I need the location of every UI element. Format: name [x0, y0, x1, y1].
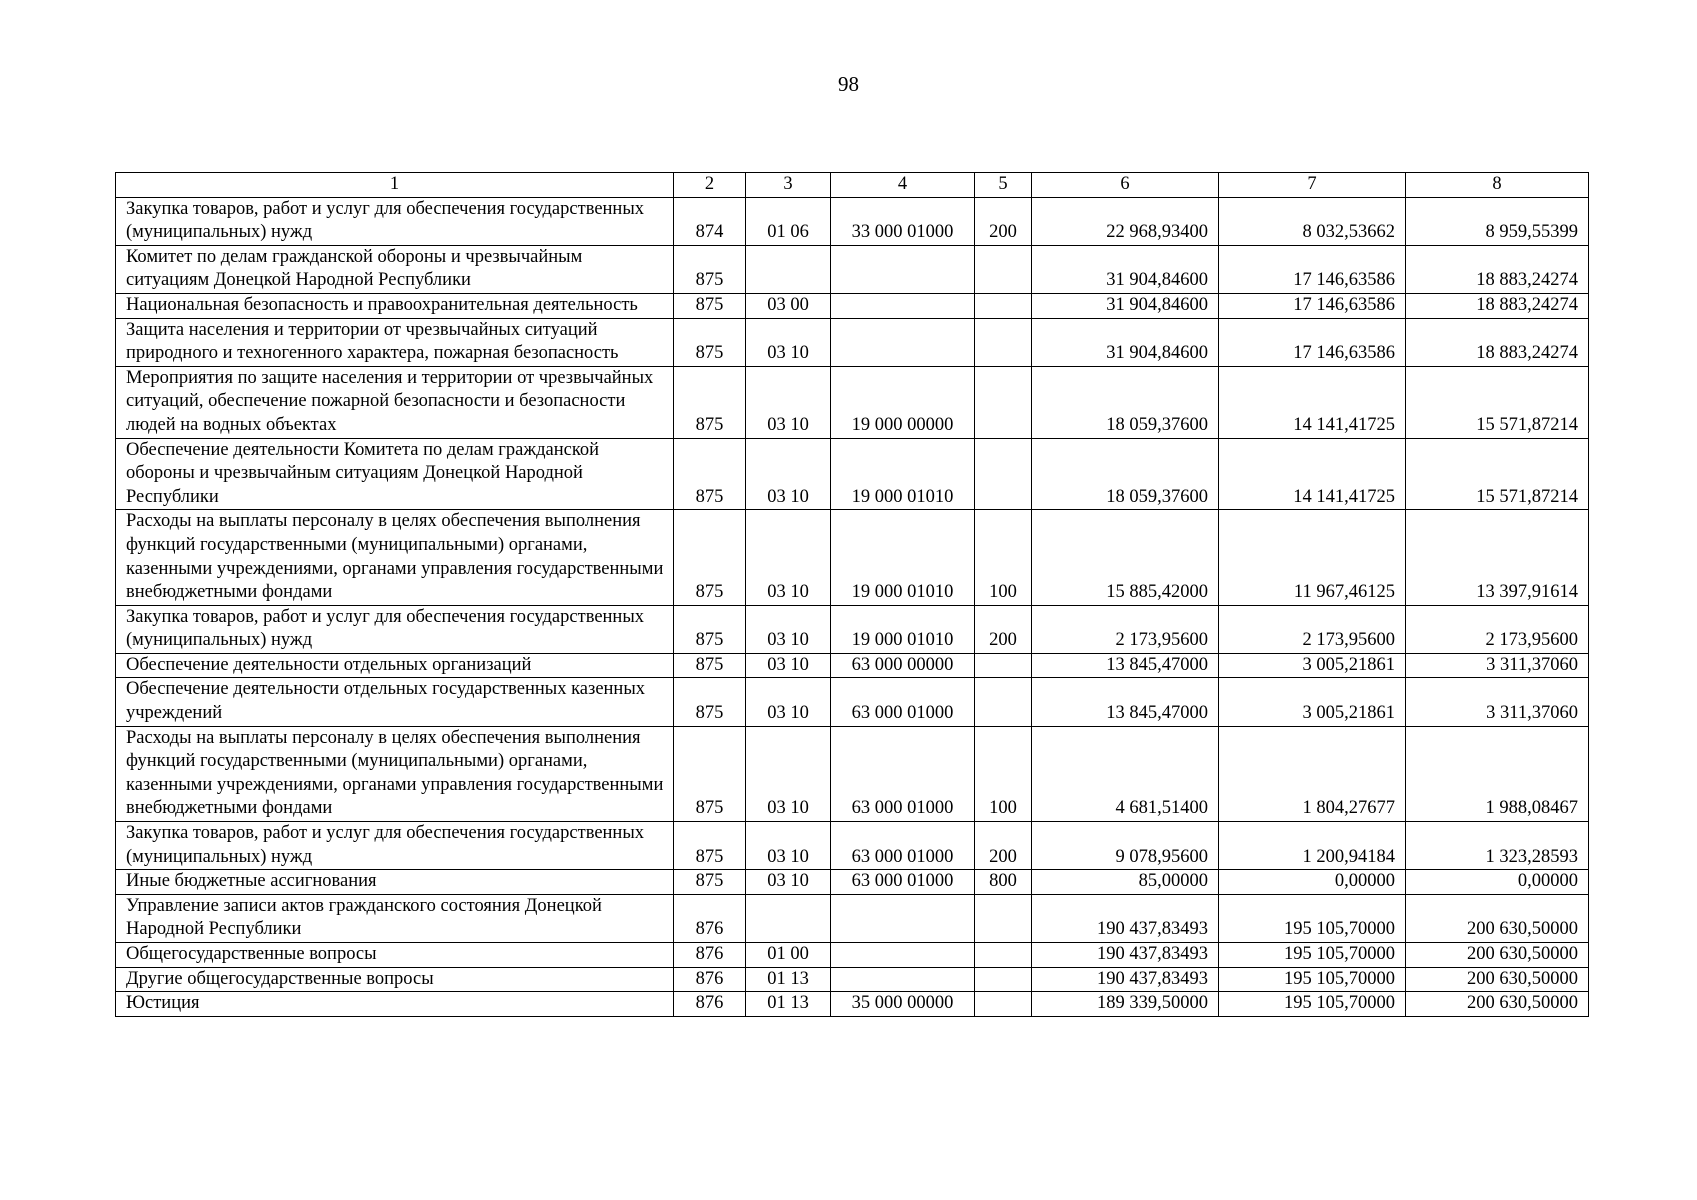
table-row [116, 605, 1589, 653]
table-row [116, 894, 1589, 942]
cell-amount-7: 14 141,41725 [1219, 366, 1406, 438]
table-row [116, 318, 1589, 366]
table-row [116, 245, 1589, 293]
cell-name: Защита населения и территории от чрезвычайных ситуаций природного и техногенного характера, пожарная безопасность [116, 318, 674, 366]
table-row [116, 943, 1589, 968]
cell-admin-code: 876 [674, 967, 746, 992]
cell-amount-7: 195 105,70000 [1219, 967, 1406, 992]
cell-target-code: 63 000 01000 [831, 726, 975, 821]
cell-section-code: 03 10 [746, 318, 831, 366]
cell-amount-8: 200 630,50000 [1406, 894, 1589, 942]
cell-admin-code: 875 [674, 438, 746, 510]
cell-name: Другие общегосударственные вопросы [116, 967, 674, 992]
cell-expense-type: 100 [975, 726, 1032, 821]
cell-section-code: 01 06 [746, 197, 831, 245]
cell-amount-7: 3 005,21861 [1219, 653, 1406, 678]
cell-expense-type: 800 [975, 870, 1032, 895]
cell-name: Обеспечение деятельности отдельных организаций [116, 653, 674, 678]
cell-amount-7: 195 105,70000 [1219, 992, 1406, 1017]
cell-amount-7: 11 967,46125 [1219, 510, 1406, 605]
cell-section-code: 01 13 [746, 967, 831, 992]
cell-amount-8: 200 630,50000 [1406, 967, 1589, 992]
cell-target-code [831, 318, 975, 366]
cell-section-code: 03 10 [746, 653, 831, 678]
header-cell-8: 8 [1406, 173, 1589, 198]
cell-target-code [831, 293, 975, 318]
cell-amount-6: 9 078,95600 [1032, 822, 1219, 870]
cell-expense-type [975, 678, 1032, 726]
cell-amount-7: 14 141,41725 [1219, 438, 1406, 510]
cell-amount-7: 17 146,63586 [1219, 293, 1406, 318]
cell-target-code: 63 000 01000 [831, 822, 975, 870]
cell-target-code [831, 894, 975, 942]
cell-admin-code: 875 [674, 366, 746, 438]
cell-target-code: 19 000 01010 [831, 510, 975, 605]
cell-admin-code: 875 [674, 318, 746, 366]
table-header-row [116, 173, 1589, 198]
cell-admin-code: 875 [674, 293, 746, 318]
cell-expense-type: 200 [975, 197, 1032, 245]
cell-amount-7: 195 105,70000 [1219, 894, 1406, 942]
cell-amount-8: 3 311,37060 [1406, 653, 1589, 678]
cell-expense-type [975, 992, 1032, 1017]
cell-amount-6: 2 173,95600 [1032, 605, 1219, 653]
cell-amount-6: 18 059,37600 [1032, 366, 1219, 438]
cell-amount-6: 31 904,84600 [1032, 318, 1219, 366]
cell-amount-8: 1 988,08467 [1406, 726, 1589, 821]
table-row [116, 438, 1589, 510]
cell-amount-6: 13 845,47000 [1032, 678, 1219, 726]
cell-target-code: 19 000 00000 [831, 366, 975, 438]
cell-amount-6: 15 885,42000 [1032, 510, 1219, 605]
cell-expense-type [975, 967, 1032, 992]
cell-amount-6: 189 339,50000 [1032, 992, 1219, 1017]
cell-admin-code: 876 [674, 894, 746, 942]
cell-target-code: 63 000 01000 [831, 870, 975, 895]
cell-section-code: 03 10 [746, 438, 831, 510]
cell-expense-type [975, 366, 1032, 438]
cell-amount-6: 22 968,93400 [1032, 197, 1219, 245]
cell-target-code: 35 000 00000 [831, 992, 975, 1017]
cell-name: Управление записи актов гражданского состояния Донецкой Народной Республики [116, 894, 674, 942]
cell-name: Расходы на выплаты персоналу в целях обеспечения выполнения функций государственными (муниципальными) органами, казенными учреждениями, органами управления государственными внебюджетными фондами [116, 726, 674, 821]
cell-section-code: 03 00 [746, 293, 831, 318]
cell-target-code [831, 943, 975, 968]
header-cell-4: 4 [831, 173, 975, 198]
cell-expense-type [975, 943, 1032, 968]
cell-amount-6: 190 437,83493 [1032, 943, 1219, 968]
table-row [116, 293, 1589, 318]
cell-amount-8: 15 571,87214 [1406, 366, 1589, 438]
cell-section-code [746, 894, 831, 942]
cell-admin-code: 875 [674, 653, 746, 678]
cell-admin-code: 876 [674, 943, 746, 968]
cell-amount-6: 18 059,37600 [1032, 438, 1219, 510]
cell-amount-6: 85,00000 [1032, 870, 1219, 895]
cell-amount-6: 31 904,84600 [1032, 293, 1219, 318]
cell-amount-7: 8 032,53662 [1219, 197, 1406, 245]
cell-amount-8: 3 311,37060 [1406, 678, 1589, 726]
header-cell-2: 2 [674, 173, 746, 198]
cell-expense-type [975, 894, 1032, 942]
table-row [116, 992, 1589, 1017]
cell-section-code: 01 00 [746, 943, 831, 968]
cell-expense-type [975, 293, 1032, 318]
cell-name: Обеспечение деятельности отдельных государственных казенных учреждений [116, 678, 674, 726]
cell-name: Общегосударственные вопросы [116, 943, 674, 968]
cell-section-code [746, 245, 831, 293]
cell-amount-7: 2 173,95600 [1219, 605, 1406, 653]
table-row [116, 967, 1589, 992]
cell-amount-7: 3 005,21861 [1219, 678, 1406, 726]
cell-amount-8: 18 883,24274 [1406, 318, 1589, 366]
cell-expense-type: 200 [975, 822, 1032, 870]
cell-target-code [831, 967, 975, 992]
cell-admin-code: 875 [674, 510, 746, 605]
cell-amount-7: 1 804,27677 [1219, 726, 1406, 821]
cell-admin-code: 875 [674, 245, 746, 293]
table-row [116, 653, 1589, 678]
cell-target-code: 63 000 01000 [831, 678, 975, 726]
cell-amount-8: 15 571,87214 [1406, 438, 1589, 510]
cell-section-code: 01 13 [746, 992, 831, 1017]
table-row [116, 510, 1589, 605]
cell-amount-6: 190 437,83493 [1032, 967, 1219, 992]
table-row [116, 197, 1589, 245]
cell-name: Расходы на выплаты персоналу в целях обеспечения выполнения функций государственными (муниципальными) органами, казенными учреждениями, органами управления государственными внебюджетными фондами [116, 510, 674, 605]
cell-target-code: 19 000 01010 [831, 438, 975, 510]
cell-admin-code: 875 [674, 605, 746, 653]
cell-amount-8: 2 173,95600 [1406, 605, 1589, 653]
cell-amount-8: 18 883,24274 [1406, 293, 1589, 318]
cell-amount-8: 8 959,55399 [1406, 197, 1589, 245]
cell-target-code: 19 000 01010 [831, 605, 975, 653]
cell-amount-8: 200 630,50000 [1406, 943, 1589, 968]
cell-section-code: 03 10 [746, 822, 831, 870]
cell-amount-7: 1 200,94184 [1219, 822, 1406, 870]
cell-admin-code: 874 [674, 197, 746, 245]
cell-section-code: 03 10 [746, 678, 831, 726]
cell-amount-6: 190 437,83493 [1032, 894, 1219, 942]
cell-amount-6: 31 904,84600 [1032, 245, 1219, 293]
cell-name: Иные бюджетные ассигнования [116, 870, 674, 895]
cell-name: Национальная безопасность и правоохранительная деятельность [116, 293, 674, 318]
cell-amount-7: 0,00000 [1219, 870, 1406, 895]
cell-section-code: 03 10 [746, 510, 831, 605]
table-row [116, 366, 1589, 438]
cell-expense-type [975, 438, 1032, 510]
cell-section-code: 03 10 [746, 366, 831, 438]
cell-amount-6: 4 681,51400 [1032, 726, 1219, 821]
cell-admin-code: 875 [674, 726, 746, 821]
cell-expense-type [975, 245, 1032, 293]
cell-section-code: 03 10 [746, 870, 831, 895]
cell-name: Мероприятия по защите населения и территории от чрезвычайных ситуаций, обеспечение пожарной безопасности и безопасности людей на водных объектах [116, 366, 674, 438]
header-cell-6: 6 [1032, 173, 1219, 198]
cell-name: Закупка товаров, работ и услуг для обеспечения государственных (муниципальных) нужд [116, 822, 674, 870]
table-row [116, 678, 1589, 726]
cell-amount-6: 13 845,47000 [1032, 653, 1219, 678]
header-cell-5: 5 [975, 173, 1032, 198]
table-row [116, 870, 1589, 895]
cell-admin-code: 875 [674, 822, 746, 870]
table-row [116, 822, 1589, 870]
cell-target-code: 33 000 01000 [831, 197, 975, 245]
cell-admin-code: 875 [674, 678, 746, 726]
cell-amount-8: 13 397,91614 [1406, 510, 1589, 605]
cell-amount-7: 17 146,63586 [1219, 245, 1406, 293]
cell-expense-type [975, 318, 1032, 366]
cell-expense-type [975, 653, 1032, 678]
cell-amount-7: 17 146,63586 [1219, 318, 1406, 366]
cell-name: Комитет по делам гражданской обороны и чрезвычайным ситуациям Донецкой Народной Республики [116, 245, 674, 293]
cell-amount-8: 0,00000 [1406, 870, 1589, 895]
cell-target-code [831, 245, 975, 293]
cell-expense-type: 200 [975, 605, 1032, 653]
cell-target-code: 63 000 00000 [831, 653, 975, 678]
cell-name: Обеспечение деятельности Комитета по делам гражданской обороны и чрезвычайным ситуациям Донецкой Народной Республики [116, 438, 674, 510]
budget-table [115, 172, 1589, 1017]
header-cell-3: 3 [746, 173, 831, 198]
cell-section-code: 03 10 [746, 605, 831, 653]
cell-name: Закупка товаров, работ и услуг для обеспечения государственных (муниципальных) нужд [116, 197, 674, 245]
cell-name: Юстиция [116, 992, 674, 1017]
cell-admin-code: 875 [674, 870, 746, 895]
cell-name: Закупка товаров, работ и услуг для обеспечения государственных (муниципальных) нужд [116, 605, 674, 653]
header-cell-1: 1 [116, 173, 674, 198]
cell-section-code: 03 10 [746, 726, 831, 821]
cell-expense-type: 100 [975, 510, 1032, 605]
cell-admin-code: 876 [674, 992, 746, 1017]
cell-amount-8: 1 323,28593 [1406, 822, 1589, 870]
table-body [116, 173, 1589, 1017]
header-cell-7: 7 [1219, 173, 1406, 198]
page-number: 98 [838, 72, 859, 96]
cell-amount-7: 195 105,70000 [1219, 943, 1406, 968]
cell-amount-8: 200 630,50000 [1406, 992, 1589, 1017]
table-row [116, 726, 1589, 821]
cell-amount-8: 18 883,24274 [1406, 245, 1589, 293]
